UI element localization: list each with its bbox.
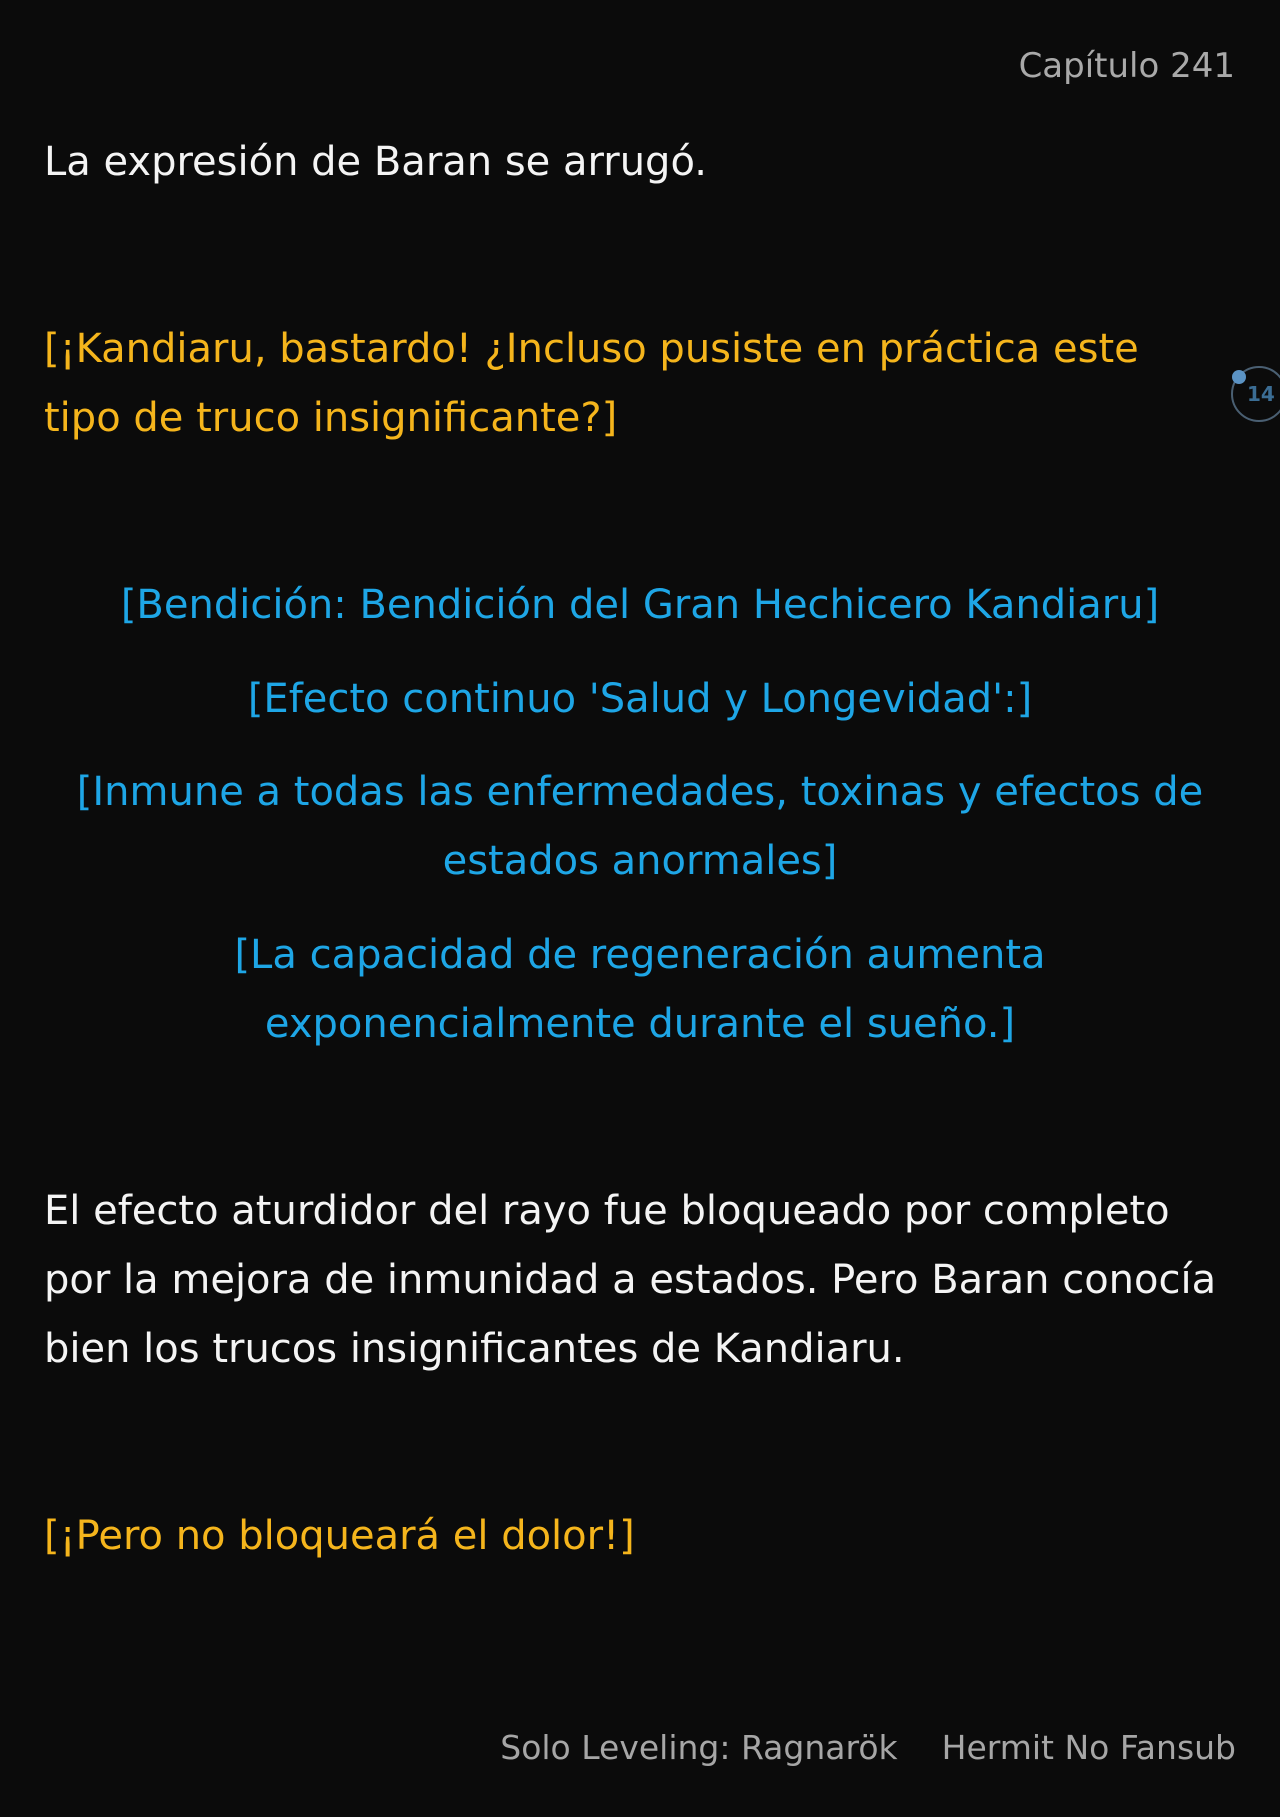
system-message-blessing: [Bendición: Bendición del Gran Hechicero Kandiaru]: [120, 582, 1160, 628]
dialogue-baran-1: [¡Kandiaru, bastardo! ¿Incluso pusiste en práctica este tipo de truco insignificante?]: [44, 326, 1139, 441]
chapter-label: Capítulo 241: [1018, 46, 1235, 86]
dialogue-baran-2: [¡Pero no bloqueará el dolor!]: [44, 1513, 635, 1559]
paragraph-expression: La expresión de Baran se arrugó.: [44, 139, 707, 185]
footer-group-name: Hermit No Fansub: [941, 1728, 1236, 1767]
system-message-immune: [Inmune a todas las enfermedades, toxinas y efectos de estados anormales]: [76, 769, 1204, 884]
footer-series-title: Solo Leveling: Ragnarök: [500, 1728, 898, 1767]
progress-dot-icon: [1232, 370, 1246, 384]
page-number: 14: [1247, 382, 1275, 406]
paragraph-stun-effect: El efecto aturdidor del rayo fue bloqueado por completo por la mejora de inmunidad a estados. Pero Baran conocía bien los trucos insignificantes de Kandiaru.: [44, 1188, 1217, 1372]
page-progress-indicator[interactable]: [1231, 366, 1280, 422]
footer: [500, 1728, 1236, 1767]
system-message-effect: [Efecto continuo 'Salud y Longevidad':]: [247, 676, 1033, 722]
system-message-regeneration: [La capacidad de regeneración aumenta exponencialmente durante el sueño.]: [234, 932, 1046, 1047]
